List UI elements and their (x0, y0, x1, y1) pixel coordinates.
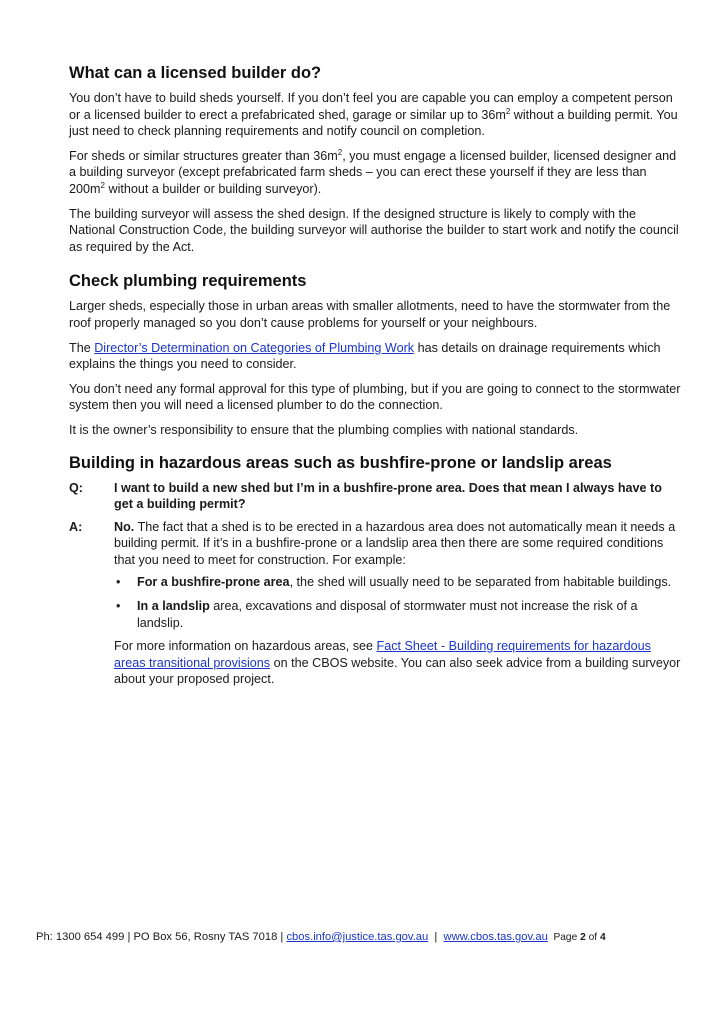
bullet-icon: • (116, 599, 121, 614)
footer-website-link[interactable]: www.cbos.tas.gov.au (443, 931, 548, 943)
bullet-bold: For a bushfire-prone area (137, 575, 290, 590)
text-run: For sheds or similar structures greater than 36m (69, 148, 338, 163)
text-run: on the CBOS website. You can also seek advice from a building surveyor about your proposed project. (114, 655, 681, 687)
text-run: , you must engage a licensed builder, licensed designer and a building surveyor (except prefabricated farm sheds – you can erect these yourself if they are less than 200m (69, 148, 677, 196)
paragraph (69, 340, 681, 373)
text-run: You don’t have to build sheds yourself. If you don’t feel you are capable you can employ a competent person or a licensed builder to erect a prefabricated shed, garage or similar up to 36m (69, 91, 673, 122)
section-heading-hazardous-areas: Building in hazardous areas such as bushfire-prone or landslip areas (69, 453, 612, 472)
page-total: 4 (599, 932, 606, 943)
footer-email-link[interactable]: cbos.info@justice.tas.gov.au (286, 931, 429, 943)
footer-contact: Ph: 1300 654 499 | PO Box 56, Rosny TAS 7018 | (36, 931, 287, 943)
page-prefix: Page (547, 932, 581, 943)
footer-separator: | (428, 931, 444, 943)
text-run: For more information on hazardous areas, see (114, 639, 377, 654)
page-current: 2 (580, 932, 586, 943)
bullet-bold: In a landslip (137, 599, 210, 614)
page-footer (36, 931, 696, 943)
page-of: of (585, 932, 600, 943)
plumbing-determination-link[interactable]: Director’s Determination on Categories of Plumbing Work (94, 340, 415, 355)
list-item (114, 598, 681, 631)
bullet-text: area, excavations and disposal of stormwater must not increase the risk of a landslip. (137, 599, 638, 630)
answer-body (114, 519, 681, 688)
question-block (69, 480, 681, 513)
section-heading-licensed-builder: What can a licensed builder do? (69, 64, 322, 82)
answer-block (69, 519, 681, 688)
fact-sheet-link[interactable]: Fact Sheet - Building requirements for hazardous areas transitional provisions (114, 639, 651, 670)
text-run: without a builder or building surveyor). (104, 181, 322, 196)
text-run: The (69, 340, 95, 355)
paragraph: Larger sheds, especially those in urban areas with smaller allotments, need to have the stormwater from the roof properly managed so you don’t cause problems for yourself or your neighbours. (69, 299, 671, 330)
text-run: without a building permit. You just need to check planning requirements and notify council on completion. (69, 107, 678, 139)
superscript: 2 (100, 180, 105, 190)
question-label: Q: (69, 480, 83, 495)
paragraph: You don’t need any formal approval for this type of plumbing, but if you are going to connect to the stormwater system then you will need a licensed plumber to do the connection. (69, 381, 681, 413)
paragraph: It is the owner’s responsibility to ensure that the plumbing complies with national standards. (69, 422, 579, 437)
bullet-icon: • (116, 575, 121, 590)
answer-label: A: (69, 519, 83, 534)
section-heading-plumbing: Check plumbing requirements (69, 272, 307, 291)
paragraph: The building surveyor will assess the shed design. If the designed structure is likely to comply with the National Construction Code, the building surveyor will authorise the builder to start work and notify the council as required by the Act. (69, 206, 679, 254)
question-text: I want to build a new shed but I’m in a bushfire-prone area. Does that mean I always have to get a building permit? (114, 480, 662, 512)
text-run: has details on drainage requirements which explains the things you need to consider. (69, 340, 661, 372)
list-item (114, 574, 681, 591)
answer-text: The fact that a shed is to be erected in a hazardous area does not automatically mean it needs a building permit. If it’s in a bushfire-prone or a landslip area then there are some required conditions that you need to meet for construction. For example: (114, 519, 676, 567)
bullet-list (114, 574, 681, 631)
page-number (548, 932, 606, 943)
paragraph (69, 90, 681, 140)
answer-bold: No. (114, 519, 135, 534)
more-info-paragraph (114, 638, 681, 688)
paragraph (69, 148, 681, 198)
superscript: 2 (505, 106, 511, 116)
bullet-text: , the shed will usually need to be separated from habitable buildings. (289, 575, 672, 590)
superscript: 2 (337, 147, 343, 157)
document-page (69, 64, 681, 694)
